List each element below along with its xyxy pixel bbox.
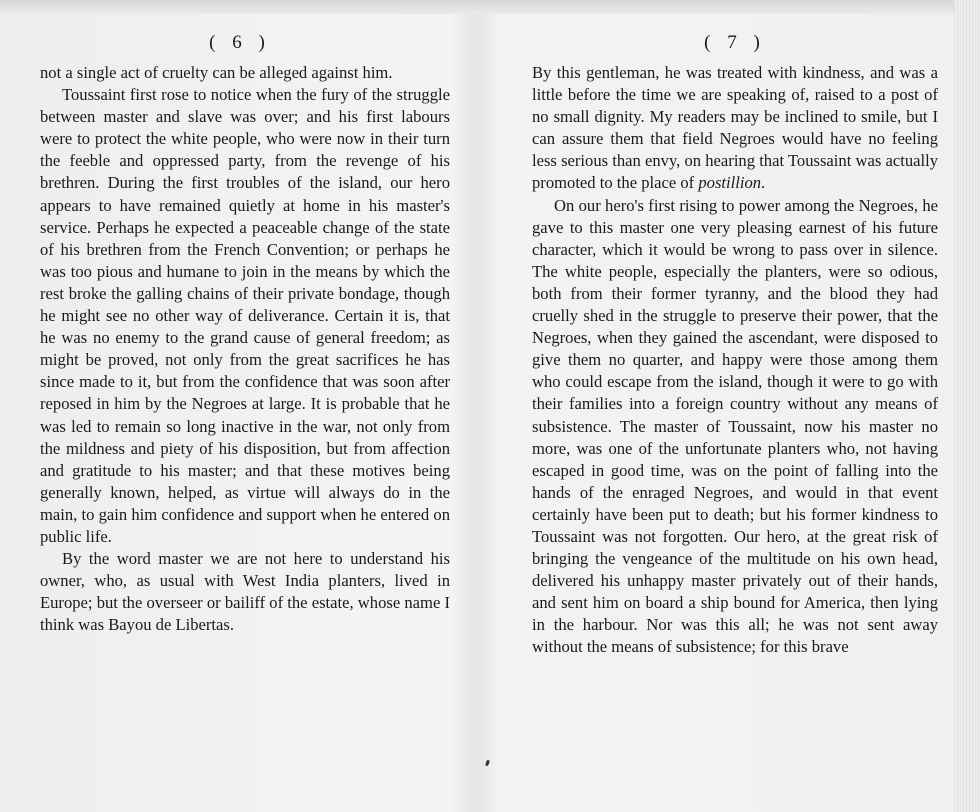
paragraph: By the word master we are not here to understand his owner, who, as usual with West India planters, lived in Europe; but the overseer or bailiff of the estate, whose name I think was Bayou de Libertas. — [40, 549, 450, 635]
paragraph-end: . — [761, 173, 766, 193]
page-number-left: ( 6 ) — [209, 32, 271, 53]
right-page-text — [532, 62, 938, 659]
page-right-edge — [954, 0, 980, 812]
paragraph: Toussaint first rose to notice when the fury of the struggle between master and slave was over; and his first labours were to protect the white people, who were now in their turn the feeble and oppressed party, from the revenge of his brethren. During the first troubles of the island, our hero appears to have remained quietly at home in his master's service. Perhaps he expected a peaceable change of the state of his brethren from the French Convention; or perhaps he was too pious and humane to join in the means by which the rest broke the galling chains of their private bondage, though he might see no other way of deliverance. Certain it is, that he was no enemy to the grand cause of general freedom; as might be proved, not only from the great sacrifices he has since made to it, but from the confidence that was soon after reposed in him by the Negroes at large. It is probable that he was led to remain so long inactive in the war, not only from the mildness and piety of his disposition, but from affection and gratitude to his master; and that these motives being generally known, helped, as virtue will always do in the main, to gain him confidence and support when he entered on public life. — [40, 85, 450, 546]
page-number-right: ( 7 ) — [704, 32, 766, 53]
right-page — [532, 30, 938, 659]
paragraph: On our hero's first rising to power among the Negroes, he gave to this master one very pleasing earnest of his future character, which it would be wrong to pass over in silence. The white people, especially the planters, were so odious, both from their former tyranny, and the blood they had cruelly shed in the struggle to preserve their power, that the Negroes, when they gained the ascendant, were disposed to give them no quarter, and happy were those among them who could escape from the island, though it were to go with their families into a foreign country without any means of subsistence. The master of Toussaint, now his master no more, was one of the unfortunate planters who, not having escaped in good time, was on the point of falling into the hands of the enraged Negroes, and would in that event certainly have been put to death; but his former kindness to Toussaint was not forgotten. Our hero, at the great risk of bringing the vengeance of the multitude on his own head, delivered his unhappy master privately out of their hands, and sent him on board a ship bound for America, then lying in the harbour. Nor was this all; he was not sent away without the means of subsistence; for this brave — [532, 195, 938, 657]
left-page — [40, 30, 450, 636]
italic-word: postillion — [698, 173, 762, 193]
ink-speck — [485, 760, 490, 767]
page-top-edge — [0, 0, 980, 14]
paragraph — [532, 62, 938, 195]
paragraph: not a single act of cruelty can be alleged against him. — [40, 63, 393, 82]
paragraph-text: By this gentleman, he was treated with kindness, and was a little before the time we are speaking of, raised to a post of no small dignity. My readers may be inclined to smile, but I can assure them that field Negroes would have no feeling less serious than envy, on hearing that Toussaint was actually promoted to the place of — [532, 63, 938, 193]
left-page-text — [40, 62, 450, 636]
